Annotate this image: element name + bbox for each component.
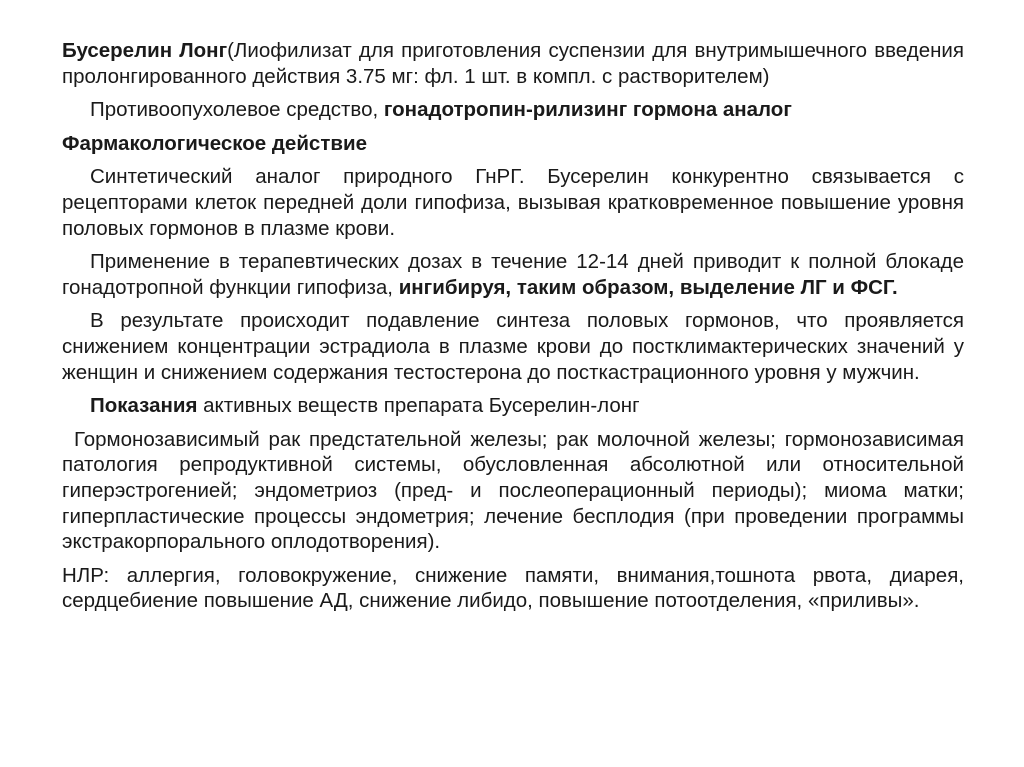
indications-heading: Показания — [90, 394, 198, 418]
drug-class-name: гонадотропин-рилизинг гормона аналог — [383, 98, 792, 122]
mechanism-paragraph: Синтетический аналог природного ГнРГ. Бусерелин конкурентно связывается с рецепторами клеток передней доли гипофиза, вызывая кратковременное повышение уровня половых гормонов в плазме крови. — [62, 165, 964, 240]
slide-content — [62, 38, 964, 614]
drug-class-paragraph — [62, 97, 964, 123]
indications-heading-paragraph — [62, 393, 964, 419]
therapeutic-use-emphasis: ингибируя, таким образом, выделение ЛГ и ФСГ. — [398, 275, 898, 299]
drug-form-description: (Лиофилизат для приготовления суспензии для внутримышечного введения пролонгированного действия 3.75 мг: фл. 1 шт. в компл. с растворителем) — [62, 39, 964, 88]
indications-heading-suffix: активных веществ препарата Бусерелин-лонг — [197, 394, 640, 418]
drug-class-prefix: Противоопухолевое средство, — [90, 98, 384, 122]
therapeutic-use-text: Применение в терапевтических дозах в течение 12-14 дней приводит к полной блокаде гонадотропной функции гипофиза, — [62, 250, 964, 299]
drug-name: Бусерелин Лонг — [62, 39, 228, 62]
indications-list-paragraph: Гормонозависимый рак предстательной железы; рак молочной железы; гормонозависимая патология репродуктивной системы, обусловленная абсолютной или относительной гиперэстрогенией; эндометриоз (пред- и послеоперационный периоды); миома матки; гиперпластические процессы эндометрия; лечение бесплодия (при проведении программы экстракорпорального оплодотворения). — [62, 427, 964, 554]
result-paragraph: В результате происходит подавление синтеза половых гормонов, что проявляется снижением концентрации эстрадиола в плазме крови до постклимактерических значений у женщин и снижением содержания тестостерона до посткастрационного уровня у мужчин. — [62, 309, 964, 384]
pharmacological-action-heading: Фармакологическое действие — [62, 131, 367, 155]
adverse-reactions-paragraph: НЛР: аллергия, головокружение, снижение памяти, внимания,тошнота рвота, диарея, сердцебиение повышение АД, снижение либидо, повышение потоотделения, «приливы». — [62, 563, 964, 613]
drug-title-paragraph — [62, 38, 964, 89]
therapeutic-use-paragraph — [62, 249, 964, 300]
